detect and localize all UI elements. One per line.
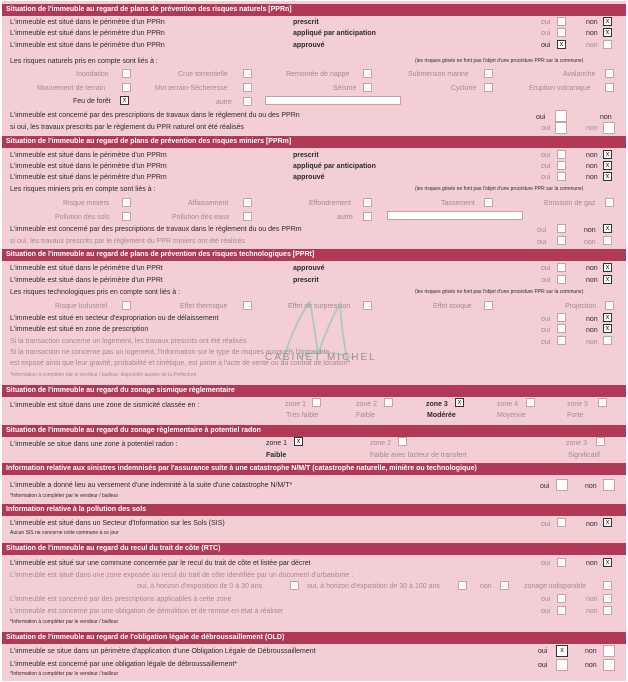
sols-note: Aucun SIS ne concerne cette commune à ce jour xyxy=(10,530,119,536)
rtc-l5: L'immeuble est concerné par une obligation de démolition et de remise en état à réaliser xyxy=(10,608,284,615)
risk-eruption: Eruption volcanique xyxy=(529,85,591,92)
pprm-q2: si oui, les travaux prescrits par le règlement du PPR miniers ont été réalisés xyxy=(10,238,245,245)
radon-level-1: Faible xyxy=(266,452,287,459)
non-label: non xyxy=(586,596,598,603)
oui-label: oui xyxy=(537,239,547,246)
risk-crue-checkbox[interactable] xyxy=(243,69,252,78)
risk-tassement-checkbox[interactable] xyxy=(484,198,493,207)
rtc-l1-non-checkbox[interactable]: x xyxy=(603,558,612,567)
pprm-row-3-label: L'immeuble est situé dans le périmètre d'un PPRm xyxy=(10,174,167,181)
rtc-l3b: oui, à horizon d'exposition de 30 à 100 ans xyxy=(307,583,440,590)
risk-submersion: Submersion marine xyxy=(408,71,469,78)
pprn-row-2-oui-checkbox[interactable] xyxy=(557,28,566,37)
watermark-text: CABINET MICHEL xyxy=(265,352,377,363)
pprm-row-2-label: L'immeuble est situé dans le périmètre d'un PPRm xyxy=(10,163,167,170)
radon-level-2: Faible avec facteur de transfert xyxy=(370,452,467,459)
oui-label: oui xyxy=(541,42,551,49)
risk-emission-gaz-checkbox[interactable] xyxy=(605,198,614,207)
non-label: non xyxy=(586,152,598,159)
catnat-non-checkbox[interactable] xyxy=(603,479,615,491)
rtc-l3c: non xyxy=(480,583,492,590)
oui-label: oui xyxy=(541,277,551,284)
sismique-zone-4: zone 4 xyxy=(497,401,519,408)
oui-label: oui xyxy=(541,174,551,181)
sismique-zone-3-checkbox[interactable]: x xyxy=(455,398,464,407)
pprt-expro-non-checkbox[interactable]: x xyxy=(603,313,612,322)
oui-label: oui xyxy=(541,125,551,132)
rtc-l5-oui-checkbox[interactable] xyxy=(557,606,566,615)
risk-seisme: Séisme xyxy=(333,85,357,92)
non-label: non xyxy=(600,114,612,121)
pprn-row-3-non-checkbox[interactable] xyxy=(603,40,612,49)
oui-label: oui xyxy=(541,596,551,603)
pprt-q-expro: L'immeuble est situé en secteur d'expropriation ou de délaissement xyxy=(10,315,219,322)
sismique-level-2: Faible xyxy=(356,412,376,419)
risk-autre: autre xyxy=(216,99,232,106)
oui-label: oui xyxy=(541,265,551,272)
rtc-l2: L'immeuble est situé dans une zone exposée au recul du trait de côte identifiée par un document d'urbanisme : xyxy=(10,572,354,579)
pprt-q-nolog-2: est exposé ainsi que leur gravité, probabilité et cinétique, est jointe à l'acte de vente ou au contrat de location* xyxy=(10,360,351,367)
pprt-row-2-non-checkbox[interactable]: x xyxy=(603,275,612,284)
non-label: non xyxy=(584,227,596,234)
pprt-log-oui-checkbox[interactable] xyxy=(557,336,566,345)
sismique-level-4: Moyenne xyxy=(497,412,526,419)
non-label: non xyxy=(586,608,598,615)
old-l2-oui-checkbox[interactable] xyxy=(556,659,568,671)
risk-mouvement-checkbox[interactable] xyxy=(122,83,131,92)
risk-affaissement: Affaissement xyxy=(188,200,229,207)
pprn-q1-oui-checkbox[interactable] xyxy=(555,110,567,122)
old-l1: L'immeuble se situe dans un périmètre d'application d'une Obligation Légale de Débroussaillement xyxy=(10,648,316,655)
oui-label: oui xyxy=(541,560,551,567)
rtc-l4-non-checkbox[interactable] xyxy=(603,594,612,603)
sols-oui-checkbox[interactable] xyxy=(557,518,566,527)
pprn-row-2-status: appliqué par anticipation xyxy=(293,30,376,37)
section-title-pprt: Situation de l'immeuble au regard de plans de prévention des risques technologiques [PPRt] xyxy=(2,249,626,261)
non-label: non xyxy=(585,483,597,490)
risk-eruption-checkbox[interactable] xyxy=(605,83,614,92)
pprt-row-1-oui-checkbox[interactable] xyxy=(557,263,566,272)
non-label: non xyxy=(586,265,598,272)
risk-miniers: Risque miniers xyxy=(63,200,110,207)
pprt-row-1-label: L'immeuble est situé dans le périmètre d'un PPRt xyxy=(10,265,163,272)
pprm-q1-non-checkbox[interactable]: x xyxy=(603,224,612,233)
risk-industriel-checkbox[interactable] xyxy=(122,301,131,310)
risk-avalanche: Avalanche xyxy=(563,71,596,78)
rtc-l1: L'immeuble est situé sur une commune concernée par le recul du trait de côte et listée par décret xyxy=(10,560,311,567)
risk-thermique: Effet thermique xyxy=(180,303,228,310)
sismique-level-5: Forte xyxy=(567,412,584,419)
sismique-label: L'immeuble est situé dans une zone de sismicité classée en : xyxy=(10,402,200,409)
pprt-row-2-oui-checkbox[interactable] xyxy=(557,275,566,284)
pprn-row-1-oui-checkbox[interactable] xyxy=(557,17,566,26)
section-title-sismique: Situation de l'immeuble au regard du zonage sismique règlementaire xyxy=(2,385,626,397)
pprn-q1: L'immeuble est concerné par des prescriptions de travaux dans le règlement du ou des PPRn xyxy=(10,112,300,119)
oui-label: oui xyxy=(541,19,551,26)
sismique-level-3: Modérée xyxy=(427,412,456,419)
non-label: non xyxy=(584,239,596,246)
non-label: non xyxy=(586,521,598,528)
sismique-zone-2-checkbox[interactable] xyxy=(384,398,393,407)
pprt-q-nolog-1: Si la transaction ne concerne pas un logement, l'information sur le type de risques auxquels l'immeuble xyxy=(10,349,330,356)
oui-label: oui xyxy=(536,114,546,121)
oui-label: oui xyxy=(540,483,550,490)
pprm-q2-oui-checkbox[interactable] xyxy=(557,236,566,245)
sismique-zone-2: zone 2 xyxy=(356,401,378,408)
radon-zone-2-checkbox[interactable] xyxy=(398,437,407,446)
section-title-old: Situation de l'immeuble au regard de l'obligation légale de débroussaillement (OLD) xyxy=(2,632,626,644)
pprn-q2-non-checkbox[interactable] xyxy=(603,122,615,134)
risk-autre-miniers-checkbox[interactable] xyxy=(363,212,372,221)
pprt-expro-oui-checkbox[interactable] xyxy=(557,313,566,322)
sismique-zone-1: zone 1 xyxy=(285,401,307,408)
pprn-row-1-non-checkbox[interactable]: x xyxy=(603,17,612,26)
risk-projection-checkbox[interactable] xyxy=(605,301,614,310)
risk-cyclone: Cyclone xyxy=(451,85,477,92)
rtc-indispo-checkbox[interactable] xyxy=(603,581,612,590)
risk-secheresse-checkbox[interactable] xyxy=(243,83,252,92)
pprt-footnote: *Information à compléter par le vendeur / bailleur, disponible auprès de la Préfecture xyxy=(10,372,197,378)
pprm-row-1-oui-checkbox[interactable] xyxy=(557,150,566,159)
sismique-zone-4-checkbox[interactable] xyxy=(526,398,535,407)
risk-nappe: Remontée de nappe xyxy=(286,71,350,78)
pprt-presc-oui-checkbox[interactable] xyxy=(557,324,566,333)
pprt-row-2-label: L'immeuble est situé dans le périmètre d'un PPRt xyxy=(10,277,163,284)
rtc-l5-non-checkbox[interactable] xyxy=(603,606,612,615)
old-l1-non-checkbox[interactable] xyxy=(603,645,615,657)
non-label: non xyxy=(586,42,598,49)
pprn-row-1-label: L'immeuble est situé dans le périmètre d'un PPRn xyxy=(10,19,165,26)
non-label: non xyxy=(585,662,597,669)
oui-label: oui xyxy=(541,316,551,323)
risk-pollution-eaux-checkbox[interactable] xyxy=(243,212,252,221)
non-label: non xyxy=(586,30,598,37)
section-title-sols: Information relative à la pollution des sols xyxy=(2,504,626,516)
risk-thermique-checkbox[interactable] xyxy=(243,301,252,310)
non-label: non xyxy=(586,316,598,323)
oui-label: oui xyxy=(541,608,551,615)
oui-label: oui xyxy=(538,662,548,669)
pprm-row-2-non-checkbox[interactable]: x xyxy=(603,161,612,170)
risk-autre-field[interactable] xyxy=(265,96,401,105)
non-label: non xyxy=(586,19,598,26)
risk-pollution-sols: Pollution des sols xyxy=(55,214,110,221)
catnat-label: L'immeuble a donné lieu au versement d'une indemnité à la suite d'une catastrophe N/M/T* xyxy=(10,482,293,489)
pprn-q2-oui-checkbox[interactable] xyxy=(555,122,567,134)
pprm-row-2-oui-checkbox[interactable] xyxy=(557,161,566,170)
pprm-row-2-status: appliqué par anticipation xyxy=(293,163,376,170)
pprn-row-2-label: L'immeuble est situé dans le périmètre d'un PPRn xyxy=(10,30,165,37)
pprt-q-presc: L'immeuble est situé en zone de prescription xyxy=(10,326,149,333)
oui-label: oui xyxy=(541,521,551,528)
rtc-l1-oui-checkbox[interactable] xyxy=(557,558,566,567)
oui-label: oui xyxy=(541,152,551,159)
old-l2-non-checkbox[interactable] xyxy=(603,659,615,671)
non-label: non xyxy=(586,327,598,334)
radon-zone-1: zone 1 xyxy=(266,440,288,447)
pprt-row-1-non-checkbox[interactable]: x xyxy=(603,263,612,272)
pprm-row-3-status: approuvé xyxy=(293,174,325,181)
pprm-risks-note: (les risques grisés ne font pas l'objet d'une procédure PPR sur la commune) xyxy=(415,186,584,192)
risk-affaissement-checkbox[interactable] xyxy=(243,198,252,207)
risk-miniers-checkbox[interactable] xyxy=(122,198,131,207)
risk-seisme-checkbox[interactable] xyxy=(363,83,372,92)
risk-mouvement: Mouvement de terrain xyxy=(37,85,106,92)
oui-label: oui xyxy=(537,227,547,234)
pprn-row-3-oui-checkbox[interactable]: x xyxy=(557,40,566,49)
radon-zone-2: zone 2 xyxy=(370,440,392,447)
non-label: non xyxy=(585,648,597,655)
catnat-oui-checkbox[interactable] xyxy=(556,479,568,491)
section-title-pprn: Situation de l'immeuble au regard de plans de prévention des risques naturels [PPRn] xyxy=(2,4,626,16)
non-label: non xyxy=(586,560,598,567)
risk-autre-miniers-field[interactable] xyxy=(387,211,523,220)
rtc-l4-oui-checkbox[interactable] xyxy=(557,594,566,603)
pprm-row-3-non-checkbox[interactable]: x xyxy=(603,172,612,181)
risk-effondrement-checkbox[interactable] xyxy=(363,198,372,207)
sismique-level-1: Très faible xyxy=(286,412,319,419)
sismique-zone-5: zone 5 xyxy=(567,401,589,408)
pprn-row-1-status: prescrit xyxy=(293,19,319,26)
risk-secheresse: Mvt terrain-Sécheresse xyxy=(155,85,228,92)
pprm-risks-intro: Les risques miniers pris en compte sont liés à : xyxy=(10,186,156,193)
pprt-log-non-checkbox[interactable] xyxy=(603,336,612,345)
pprn-risks-note: (les risques grisés ne font pas l'objet d'une procédure PPR sur la commune) xyxy=(415,58,584,64)
risk-toxique: Effet toxique xyxy=(433,303,472,310)
pprm-row-1-non-checkbox[interactable]: x xyxy=(603,150,612,159)
pprt-row-2-status: prescrit xyxy=(293,277,319,284)
radon-zone-3: zone 3 xyxy=(566,440,588,447)
sismique-zone-3: zone 3 xyxy=(426,401,448,408)
section-title-rtc: Situation de l'immeuble au regard du recul du trait de côte (RTC) xyxy=(2,543,626,555)
rtc-non-checkbox[interactable] xyxy=(500,581,509,590)
sismique-zone-1-checkbox[interactable] xyxy=(312,398,321,407)
pprt-row-1-status: approuvé xyxy=(293,265,325,272)
old-footnote: *Information à compléter par le vendeur / bailleur xyxy=(10,671,119,677)
non-label: non xyxy=(586,163,598,170)
oui-label: oui xyxy=(541,339,551,346)
pprm-row-1-status: prescrit xyxy=(293,152,319,159)
pprm-row-3-oui-checkbox[interactable] xyxy=(557,172,566,181)
catnat-footnote: *Information à compléter par le vendeur / bailleur xyxy=(10,493,119,499)
oui-label: oui xyxy=(541,163,551,170)
risk-pollution-eaux: Pollution des eaux xyxy=(172,214,230,221)
radon-zone-3-checkbox[interactable] xyxy=(596,437,605,446)
old-l2: L'immeuble est concerné par une obligation légale de débroussaillement* xyxy=(10,661,238,668)
pprm-q2-non-checkbox[interactable] xyxy=(603,236,612,245)
pprt-risks-intro: Les risques technologiques pris en compte sont liés à : xyxy=(10,289,181,296)
pprn-row-2-non-checkbox[interactable]: x xyxy=(603,28,612,37)
risk-feu-foret: Feu de forêt xyxy=(73,98,111,105)
risk-effondrement: Effondrement xyxy=(309,200,351,207)
risk-inondation-checkbox[interactable] xyxy=(122,69,131,78)
rtc-l3a: oui, à horizon d'exposition de 0 à 30 ans xyxy=(137,583,263,590)
sols-label: L'immeuble est situé dans un Secteur d'Information sur les Sols (SIS) xyxy=(10,520,225,527)
non-label: non xyxy=(586,174,598,181)
risk-nappe-checkbox[interactable] xyxy=(363,69,372,78)
risk-cyclone-checkbox[interactable] xyxy=(484,83,493,92)
risk-submersion-checkbox[interactable] xyxy=(484,69,493,78)
pprm-q1: L'immeuble est concerné par des prescriptions de travaux dans le règlement du ou des PPRm xyxy=(10,226,302,233)
risk-autre-checkbox[interactable] xyxy=(243,97,252,106)
radon-level-3: Significatif xyxy=(568,452,600,459)
sismique-zone-5-checkbox[interactable] xyxy=(598,398,607,407)
risk-autre-miniers: autre xyxy=(337,214,353,221)
pprn-q2: si oui, les travaux prescrits par le règlement du PPR naturel ont été réalisés xyxy=(10,124,244,131)
oui-label: oui xyxy=(541,327,551,334)
risk-toxique-checkbox[interactable] xyxy=(484,301,493,310)
pprn-row-3-status: approuvé xyxy=(293,42,325,49)
risk-tassement: Tassement xyxy=(441,200,475,207)
oui-label: oui xyxy=(538,648,548,655)
rtc-0-30-checkbox[interactable] xyxy=(290,581,299,590)
risk-inondation: Inondation xyxy=(76,71,109,78)
pprm-row-1-label: L'immeuble est situé dans le périmètre d'un PPRm xyxy=(10,152,167,159)
oui-label: oui xyxy=(541,30,551,37)
pprm-q1-oui-checkbox[interactable] xyxy=(557,224,566,233)
section-title-catnat: Information relative aux sinistres indemnisés par l'assurance suite à une catastrophe N/M/T (catastrophe naturelle, minière ou technologique) xyxy=(2,463,626,475)
pprt-q-log: Si la transaction concerne un logement, les travaux prescrits ont été réalisés xyxy=(10,338,247,345)
risk-emission-gaz: Emission de gaz xyxy=(544,200,596,207)
sols-non-checkbox[interactable]: x xyxy=(603,518,612,527)
non-label: non xyxy=(586,125,598,132)
risk-avalanche-checkbox[interactable] xyxy=(605,69,614,78)
risk-feu-foret-checkbox[interactable]: x xyxy=(120,96,129,105)
risk-projection: Projection xyxy=(565,303,597,310)
risk-pollution-sols-checkbox[interactable] xyxy=(122,212,131,221)
old-l1-oui-checkbox[interactable]: x xyxy=(556,645,568,657)
non-label: non xyxy=(586,277,598,284)
non-label: non xyxy=(586,339,598,346)
radon-label: L'immeuble se situe dans une zone à potentiel radon : xyxy=(10,441,178,448)
section-title-radon: Situation de l'immeuble au regard du zonage règlementaire à potentiel radon xyxy=(2,425,626,437)
rtc-l4: L'immeuble est concerné par des prescriptions applicables à cette zone xyxy=(10,596,232,603)
radon-zone-1-checkbox[interactable]: x xyxy=(294,437,303,446)
rtc-footnote: *Information à compléter par le vendeur / bailleur xyxy=(10,619,119,625)
pprn-risks-intro: Les risques naturels pris en compte sont liés à : xyxy=(10,58,158,65)
risk-industriel: Risque Industriel xyxy=(55,303,108,310)
risk-surpression: Effet de surpression xyxy=(288,303,351,310)
risk-crue: Crue torrentielle xyxy=(178,71,228,78)
rtc-30-100-checkbox[interactable] xyxy=(458,581,467,590)
rtc-l3d: zonage indisponible xyxy=(524,583,586,590)
pprn-row-3-label: L'immeuble est situé dans le périmètre d'un PPRn xyxy=(10,42,165,49)
pprt-presc-non-checkbox[interactable]: x xyxy=(603,324,612,333)
section-title-pprm: Situation de l'immeuble au regard de plans de prévention des risques miniers [PPRm] xyxy=(2,136,626,148)
pprt-risks-note: (les risques grisés ne font pas l'objet d'une procédure PPR sur la commune) xyxy=(415,289,584,295)
